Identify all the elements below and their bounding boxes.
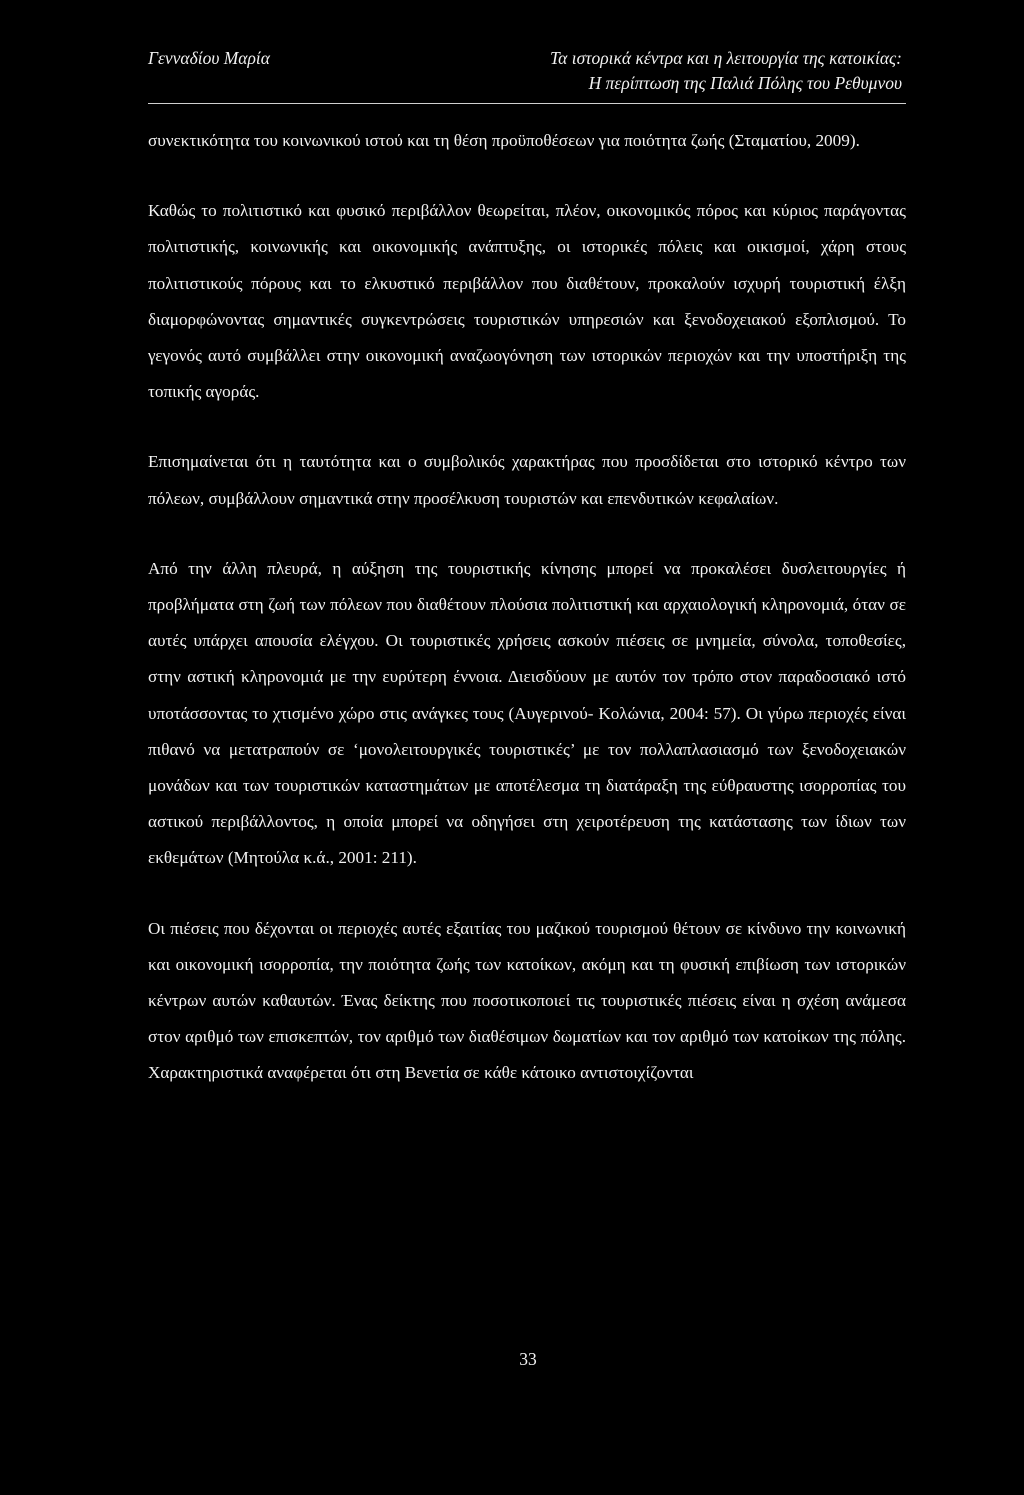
- header-title: [550, 46, 902, 96]
- paragraph: Καθώς το πολιτιστικό και φυσικό περιβάλλον θεωρείται, πλέον, οικονομικός πόρος και κύριος παράγοντας πολιτιστικής, κοινωνικής και οικονομικής ανάπτυξης, οι ιστορικές πόλεις και οικισμοί, χάρη στους πολιτιστικούς πόρους και το ελκυστικό περιβάλλον που διαθέτουν, προκαλούν ισχυρή τουριστική έλξη διαμορφώνοντας σημαντικές συγκεντρώσεις τουριστικών υπηρεσιών και ξενοδοχειακού εξοπλισμού. Το γεγονός αυτό συμβάλλει στην οικονομική αναζωογόνηση των ιστορικών περιοχών και την υποστήριξη της τοπικής αγοράς.: [148, 201, 906, 402]
- paragraph: Επισημαίνεται ότι η ταυτότητα και ο συμβολικός χαρακτήρας που προσδίδεται στο ιστορικό κέντρο των πόλεων, συμβάλλουν σημαντικά στην προσέλκυση τουριστών και επενδυτικών κεφαλαίων.: [148, 452, 906, 508]
- header-author: Γενναδίου Μαρία: [148, 48, 270, 68]
- header-title-line-1: Τα ιστορικά κέντρα και η λειτουργία της κατοικίας:: [550, 48, 902, 68]
- document-body: [148, 123, 906, 1126]
- page-header: [148, 46, 906, 106]
- paragraph: Από την άλλη πλευρά, η αύξηση της τουριστικής κίνησης μπορεί να προκαλέσει δυσλειτουργίες ή προβλήματα στη ζωή των πόλεων που διαθέτουν πλούσια πολιτιστική και αρχαιολογική κληρονομιά, όταν σε αυτές υπάρχει απουσία ελέγχου. Οι τουριστικές χρήσεις ασκούν πιέσεις σε μνημεία, σύνολα, τοποθεσίες, στην αστική κληρονομιά με την ευρύτερη έννοια. Διεισδύουν με αυτόν τον τρόπο στον παραδοσιακό ιστό υποτάσσοντας το χτισμένο χώρο στις ανάγκες τους (Αυγερινού- Κολώνια, 2004: 57). Οι γύρω περιοχές είναι πιθανό να μετατραπούν σε ‘μονολειτουργικές τουριστικές’ με τον πολλαπλασιασμό των ξενοδοχειακών μονάδων και των τουριστικών καταστημάτων με αποτέλεσμα τη διατάραξη της εύθραυστης ισορροπίας του αστικού περιβάλλοντος, η οποία μπορεί να οδηγήσει στη χειροτέρευση της κατάστασης των ίδιων των εκθεμάτων (Μητούλα κ.ά., 2001: 211).: [148, 558, 906, 868]
- page-number: 33: [519, 1349, 537, 1369]
- header-title-line-2: Η περίπτωση της Παλιά Πόλης του Ρεθυμνου: [588, 73, 902, 93]
- paragraph: Οι πιέσεις που δέχονται οι περιοχές αυτές εξαιτίας του μαζικού τουρισμού θέτουν σε κίνδυνο την κοινωνική και οικονομική ισορροπία, την ποιότητα ζωής των κατοίκων, ακόμη και τη φυσική επιβίωση των ιστορικών κέντρων αυτών καθαυτών. Ένας δείκτης που ποσοτικοποιεί τις τουριστικές πιέσεις είναι η σχέση ανάμεσα στον αριθμό των επισκεπτών, τον αριθμό των διαθέσιμων δωματίων και τον αριθμό των κατοίκων της πόλης. Χαρακτηριστικά αναφέρεται ότι στη Βενετία σε κάθε κάτοικο αντιστοιχίζονται: [148, 918, 906, 1083]
- paragraph: συνεκτικότητα του κοινωνικού ιστού και τη θέση προϋποθέσεων για ποιότητα ζωής (Σταματίου, 2009).: [148, 131, 860, 150]
- header-divider: [148, 103, 906, 104]
